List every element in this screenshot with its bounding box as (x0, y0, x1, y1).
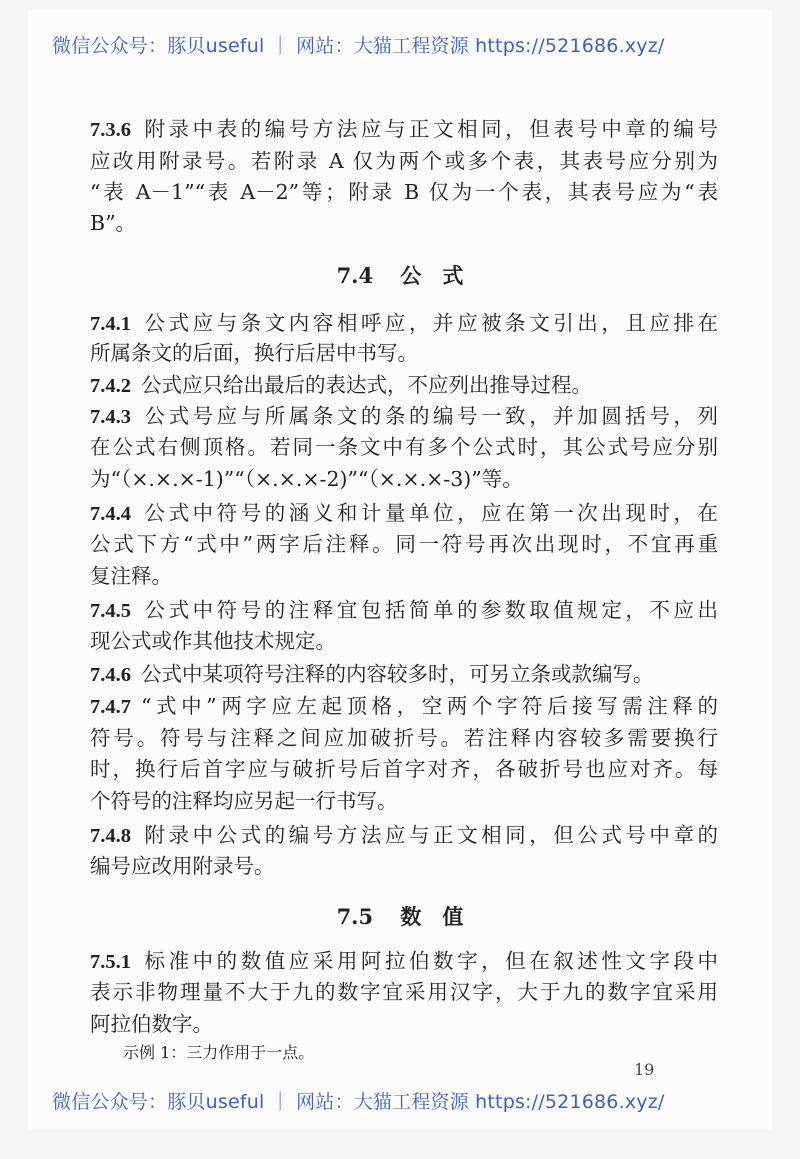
clause-text: 所属条文的后面，换行后居中书写。 (90, 341, 418, 365)
clause-number: 7.4.7 (90, 696, 131, 718)
clause-s736-line (90, 210, 718, 236)
clause-text: 时，换行后首字应与破折号后首字对齐，各破折号也应对齐。每 (90, 757, 718, 781)
clause-text: 公式中符号的注释宜包括简单的参数取值规定，不应出 (141, 598, 718, 622)
clause-s744-line (90, 563, 718, 589)
clause-number: 7.4.8 (90, 825, 131, 847)
clause-text: 个符号的注释均应另起一行书写。 (90, 789, 398, 813)
clause-number: 7.4.2 (90, 375, 131, 397)
clause-text: 公式下方“式中”两字后注释。同一符号再次出现时，不宜再重 (90, 532, 718, 556)
clause-text: “式中”两字应左起顶格，空两个字符后接写需注释的 (141, 694, 718, 718)
clause-s745-line (90, 628, 718, 654)
clause-number: 7.5.1 (90, 951, 131, 973)
clause-text: 公式应与条文内容相呼应，并应被条文引出，且应排在 (141, 311, 718, 335)
clause-text: 阿拉伯数字。 (90, 1012, 213, 1036)
clause-number: 7.4.4 (90, 503, 131, 525)
clause-s736-line (90, 148, 718, 174)
clause-s743-line (90, 466, 718, 492)
clause-s751-line (90, 979, 718, 1005)
clause-text: “表 A－1”“表 A－2”等；附录 B 仅为一个表，其表号应为“表 (90, 180, 718, 204)
watermark-top: 微信公众号：豚贝useful ｜ 网站：大猫工程资源 https://521686.xyz/ (52, 35, 665, 57)
clause-text: 标准中的数值应采用阿拉伯数字，但在叙述性文字段中 (141, 949, 718, 973)
clause-s736-line (90, 179, 718, 205)
clause-text: B”。 (90, 211, 137, 235)
clause-text: 在公式右侧顶格。若同一条文中有多个公式时，其公式号应分别 (90, 435, 718, 459)
section-heading-h74: 7.4 公 式 (336, 263, 464, 288)
watermark-bottom: 微信公众号：豚贝useful ｜ 网站：大猫工程资源 https://521686.xyz/ (52, 1091, 665, 1113)
clause-s747-line (90, 756, 718, 782)
clause-s736-line (90, 116, 718, 143)
clause-text: 公式应只给出最后的表达式，不应列出推导过程。 (141, 373, 592, 397)
clause-s743-line (90, 403, 718, 430)
clause-s746-line (90, 661, 718, 688)
clause-text: 附录中公式的编号方法应与正文相同，但公式号中章的 (141, 823, 718, 847)
example-text: 示例 1：三力作用于一点。 (123, 1043, 315, 1062)
clause-s744-line (90, 500, 718, 527)
clause-s745-line (90, 597, 718, 624)
clause-number: 7.4.1 (90, 313, 131, 335)
clause-s742-line (90, 372, 718, 399)
clause-number: 7.4.3 (90, 406, 131, 428)
clause-number: 7.4.6 (90, 664, 131, 686)
section-heading-h75: 7.5 数 值 (336, 904, 464, 929)
clause-text: 附录中表的编号方法应与正文相同，但表号中章的编号 (141, 117, 718, 141)
clause-number: 7.3.6 (90, 119, 131, 141)
clause-text: 公式号应与所属条文的条的编号一致，并加圆括号，列 (141, 404, 718, 428)
clause-s747-line (90, 788, 718, 814)
clause-text: 编号应改用附录号。 (90, 854, 275, 878)
clause-s747-line (90, 725, 718, 751)
clause-s748-line (90, 822, 718, 849)
clause-s741-line (90, 310, 718, 337)
clause-text: 公式中某项符号注释的内容较多时，可另立条或款编写。 (141, 662, 654, 686)
clause-text: 符号。符号与注释之间应加破折号。若注释内容较多需要换行 (90, 726, 718, 750)
clause-s751-line (90, 948, 718, 975)
clause-text: 为“（×.×.×-1)”“（×.×.×-2)”“（×.×.×-3)”等。 (90, 467, 523, 491)
clause-number: 7.4.5 (90, 600, 131, 622)
clause-text: 现公式或作其他技术规定。 (90, 629, 336, 653)
clause-s741-line (90, 340, 718, 366)
page-number: 19 (634, 1060, 655, 1079)
clause-s747-line (90, 693, 718, 720)
clause-s743-line (90, 434, 718, 460)
clause-s751-line (90, 1011, 718, 1037)
clause-s744-line (90, 531, 718, 557)
clause-text: 复注释。 (90, 564, 172, 588)
clause-s748-line (90, 853, 718, 879)
clause-text: 表示非物理量不大于九的数字宜采用汉字，大于九的数字宜采用 (90, 980, 718, 1004)
clause-text: 公式中符号的涵义和计量单位，应在第一次出现时，在 (141, 501, 718, 525)
clause-text: 应改用附录号。若附录 A 仅为两个或多个表，其表号应分别为 (90, 149, 718, 173)
